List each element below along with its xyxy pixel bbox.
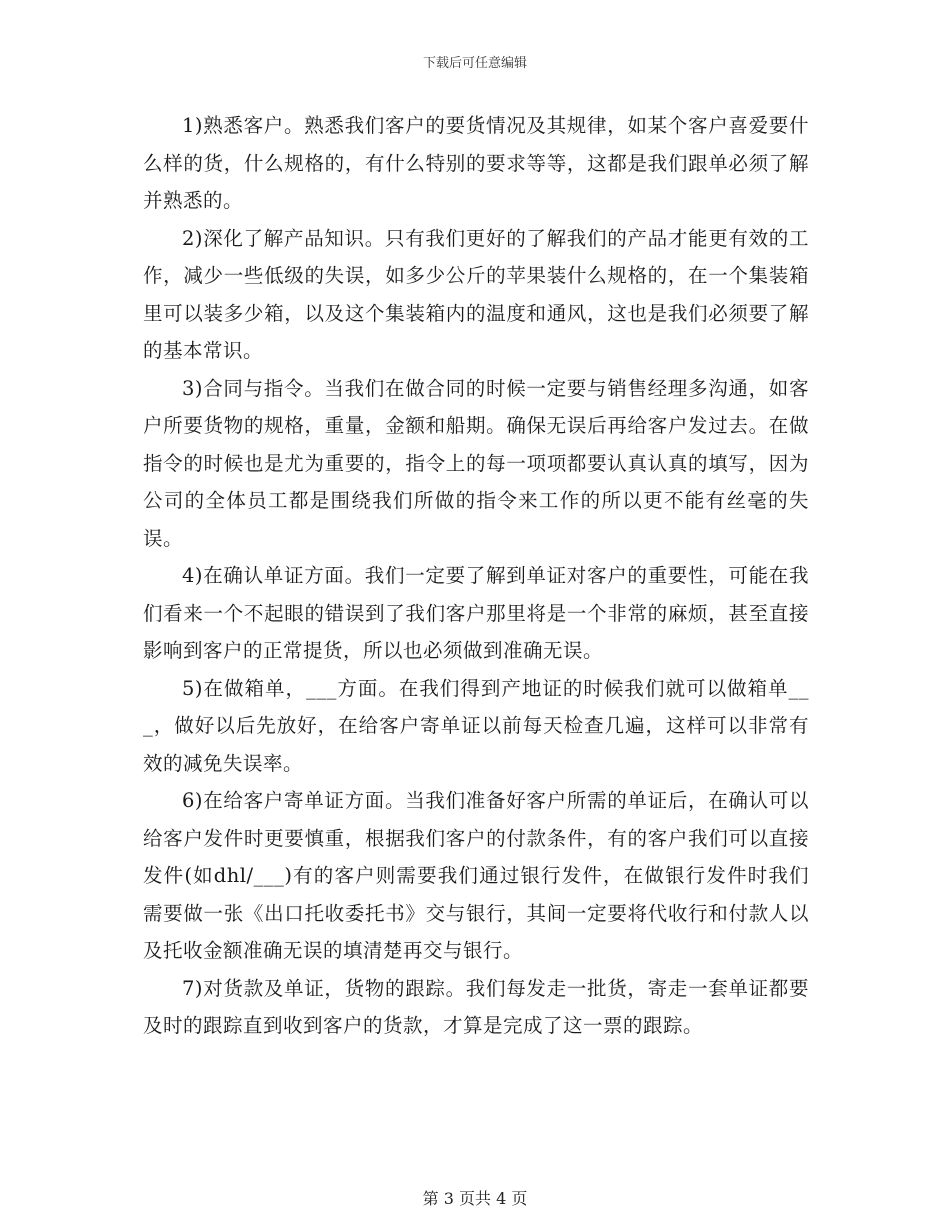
document-body xyxy=(143,107,809,1045)
paragraph-6: 6)在给客户寄单证方面。当我们准备好客户所需的单证后，在确认可以给客户发件时更要慎重，根据我们客户的付款条件，有的客户我们可以直接发件(如dhl/___)有的客户则需要我们通过银行发件，在做银行发件时我们需要做一张《出口托收委托书》交与银行，其间一定要将代收行和付款人以及托收金额准确无误的填清楚再交与银行。 xyxy=(143,789,809,962)
paragraph-1: 1)熟悉客户。熟悉我们客户的要货情况及其规律，如某个客户喜爱要什么样的货，什么规格的，有什么特别的要求等等，这都是我们跟单必须了解并熟悉的。 xyxy=(143,114,809,212)
paragraph-7: 7)对货款及单证，货物的跟踪。我们每发走一批货，寄走一套单证都要及时的跟踪直到收到客户的货款，才算是完成了这一票的跟踪。 xyxy=(143,976,809,1037)
paragraph-4: 4)在确认单证方面。我们一定要了解到单证对客户的重要性，可能在我们看来一个不起眼的错误到了我们客户那里将是一个非常的麻烦，甚至直接影响到客户的正常提货，所以也必须做到准确无误。 xyxy=(143,564,809,662)
paragraph-3: 3)合同与指令。当我们在做合同的时候一定要与销售经理多沟通，如客户所要货物的规格，重量，金额和船期。确保无误后再给客户发过去。在做指令的时候也是尤为重要的，指令上的每一项项都要认真认真的填写，因为公司的全体员工都是围绕我们所做的指令来工作的所以更不能有丝毫的失误。 xyxy=(143,376,809,550)
paragraph-2: 2)深化了解产品知识。只有我们更好的了解我们的产品才能更有效的工作，减少一些低级的失误，如多少公斤的苹果装什么规格的，在一个集装箱里可以装多少箱，以及这个集装箱内的温度和通风，这也是我们必须要了解的基本常识。 xyxy=(143,226,809,362)
paragraph-5: 5)在做箱单，___方面。在我们得到产地证的时候我们就可以做箱单___，做好以后先放好，在给客户寄单证以前每天检查几遍，这样可以非常有效的减免失误率。 xyxy=(143,676,809,775)
page-footer: 第 3 页共 4 页 xyxy=(422,1189,528,1208)
page-header: 下载后可任意编辑 xyxy=(422,56,527,71)
